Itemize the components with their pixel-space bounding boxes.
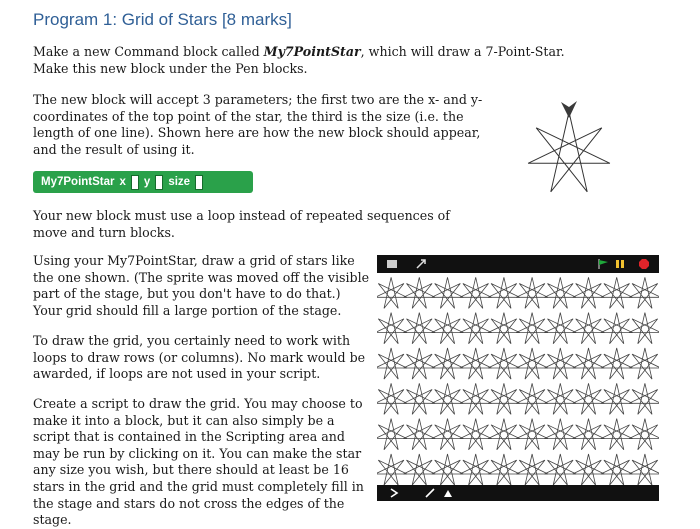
stage-canvas [377, 274, 659, 486]
grid-star [403, 419, 435, 450]
grid-star [629, 454, 659, 485]
grid-star [601, 454, 633, 485]
play-arrow-icon[interactable] [389, 488, 399, 498]
grid-star [488, 348, 520, 379]
param-y-slot[interactable] [155, 175, 163, 190]
stop-icon[interactable] [639, 259, 649, 269]
grid-star [629, 419, 659, 450]
grid-star [488, 454, 520, 485]
grid-star [516, 419, 548, 450]
demo-star-shape [528, 112, 610, 192]
grid-star [601, 277, 633, 308]
parameters-paragraph: The new block will accept 3 parameters; the first two are the x- and y-coordinates of the top point of the star, the third is the size (i.e. the length of one line). Shown here are how the new block should appear, and the result of using it. [33, 92, 483, 157]
grid-star [601, 313, 633, 344]
grid-star [544, 277, 576, 308]
grid-star [403, 277, 435, 308]
grid-star [488, 313, 520, 344]
block-name-emphasis: My7PointStar [263, 44, 361, 59]
grid-star [573, 383, 605, 414]
grid-star [432, 383, 464, 414]
script-paragraph: Create a script to draw the grid. You may choose to make it into a block, but it can also simply be a script that is contained in the Scripting area and may be run by clicking on it. You can make the star any size you wish, but there should at least be 16 stars in the grid and the grid must completely fill in the stage and stars do not cross the edges of the stage. [33, 396, 364, 528]
my7pointstar-block[interactable] [33, 171, 253, 193]
green-flag-icon[interactable] [597, 259, 609, 269]
stage-controls-bar [377, 485, 659, 501]
grid-star [573, 313, 605, 344]
grid-star [629, 277, 659, 308]
grid-star [403, 454, 435, 485]
grid-star [629, 383, 659, 414]
grid-star [544, 383, 576, 414]
grid-star [516, 348, 548, 379]
grid-star [460, 313, 492, 344]
grid-star [488, 277, 520, 308]
grid-star [432, 454, 464, 485]
pause-icon[interactable] [615, 259, 625, 269]
grid-star [460, 348, 492, 379]
block-label: My7PointStar [41, 176, 115, 188]
grid-star [516, 454, 548, 485]
seven-point-star-example [518, 98, 622, 204]
grid-star [403, 383, 435, 414]
grid-star [377, 383, 407, 414]
grid-star [544, 313, 576, 344]
grid-star [432, 419, 464, 450]
section-heading: Program 1: Grid of Stars [8 marks] [33, 10, 292, 29]
fullscreen-icon[interactable] [415, 259, 427, 269]
grid-star [377, 277, 407, 308]
block-param-y-label: y [143, 176, 151, 188]
block-param-size-label: size [168, 176, 191, 188]
grid-star [516, 313, 548, 344]
grid-star [544, 419, 576, 450]
grid-star [460, 454, 492, 485]
grid-star [403, 313, 435, 344]
grid-star [544, 348, 576, 379]
grid-star [516, 277, 548, 308]
grid-star [377, 454, 407, 485]
grid-star [601, 419, 633, 450]
star-grid [377, 274, 659, 486]
grid-star [432, 348, 464, 379]
loop-requirement-paragraph: Your new block must use a loop instead of repeated sequences of move and turn blocks. [33, 208, 450, 240]
grid-star [601, 348, 633, 379]
grid-star [516, 383, 548, 414]
grid-star [460, 419, 492, 450]
intro-paragraph: Make a new Command block called My7PointStar, which will draw a 7-Point-Star. Make this new block under the Pen blocks. [33, 44, 565, 76]
grid-star [432, 313, 464, 344]
grid-star [377, 313, 407, 344]
grid-star [488, 419, 520, 450]
grid-star [573, 277, 605, 308]
grid-star [601, 383, 633, 414]
grid-star [460, 383, 492, 414]
sprite-arrow-icon [561, 101, 577, 118]
stage-toolbar [377, 255, 659, 273]
grid-instructions-paragraph: Using your My7PointStar, draw a grid of stars like the one shown. (The sprite was moved off the visible part of the stage, but you don't have to do that.) Your grid should fill a large portion of the stage. [33, 253, 370, 318]
grid-star [403, 348, 435, 379]
pen-tool-icon[interactable] [425, 488, 435, 498]
stage-screenshot [377, 255, 659, 503]
grid-star [573, 348, 605, 379]
grid-star [432, 277, 464, 308]
grid-star [377, 348, 407, 379]
grid-star [629, 313, 659, 344]
loops-paragraph: To draw the grid, you certainly need to work with loops to draw rows (or columns). No mark would be awarded, if loops are not used in your script. [33, 333, 366, 382]
grid-star [544, 454, 576, 485]
param-size-slot[interactable] [195, 175, 203, 190]
grid-star [488, 383, 520, 414]
block-param-x-label: x [119, 176, 126, 188]
grid-star [573, 419, 605, 450]
grid-star [573, 454, 605, 485]
grid-star [460, 277, 492, 308]
grid-star [377, 419, 407, 450]
grid-star [629, 348, 659, 379]
stage-size-icon[interactable] [386, 259, 398, 269]
param-x-slot[interactable] [131, 175, 139, 190]
cloud-icon[interactable] [443, 488, 453, 498]
